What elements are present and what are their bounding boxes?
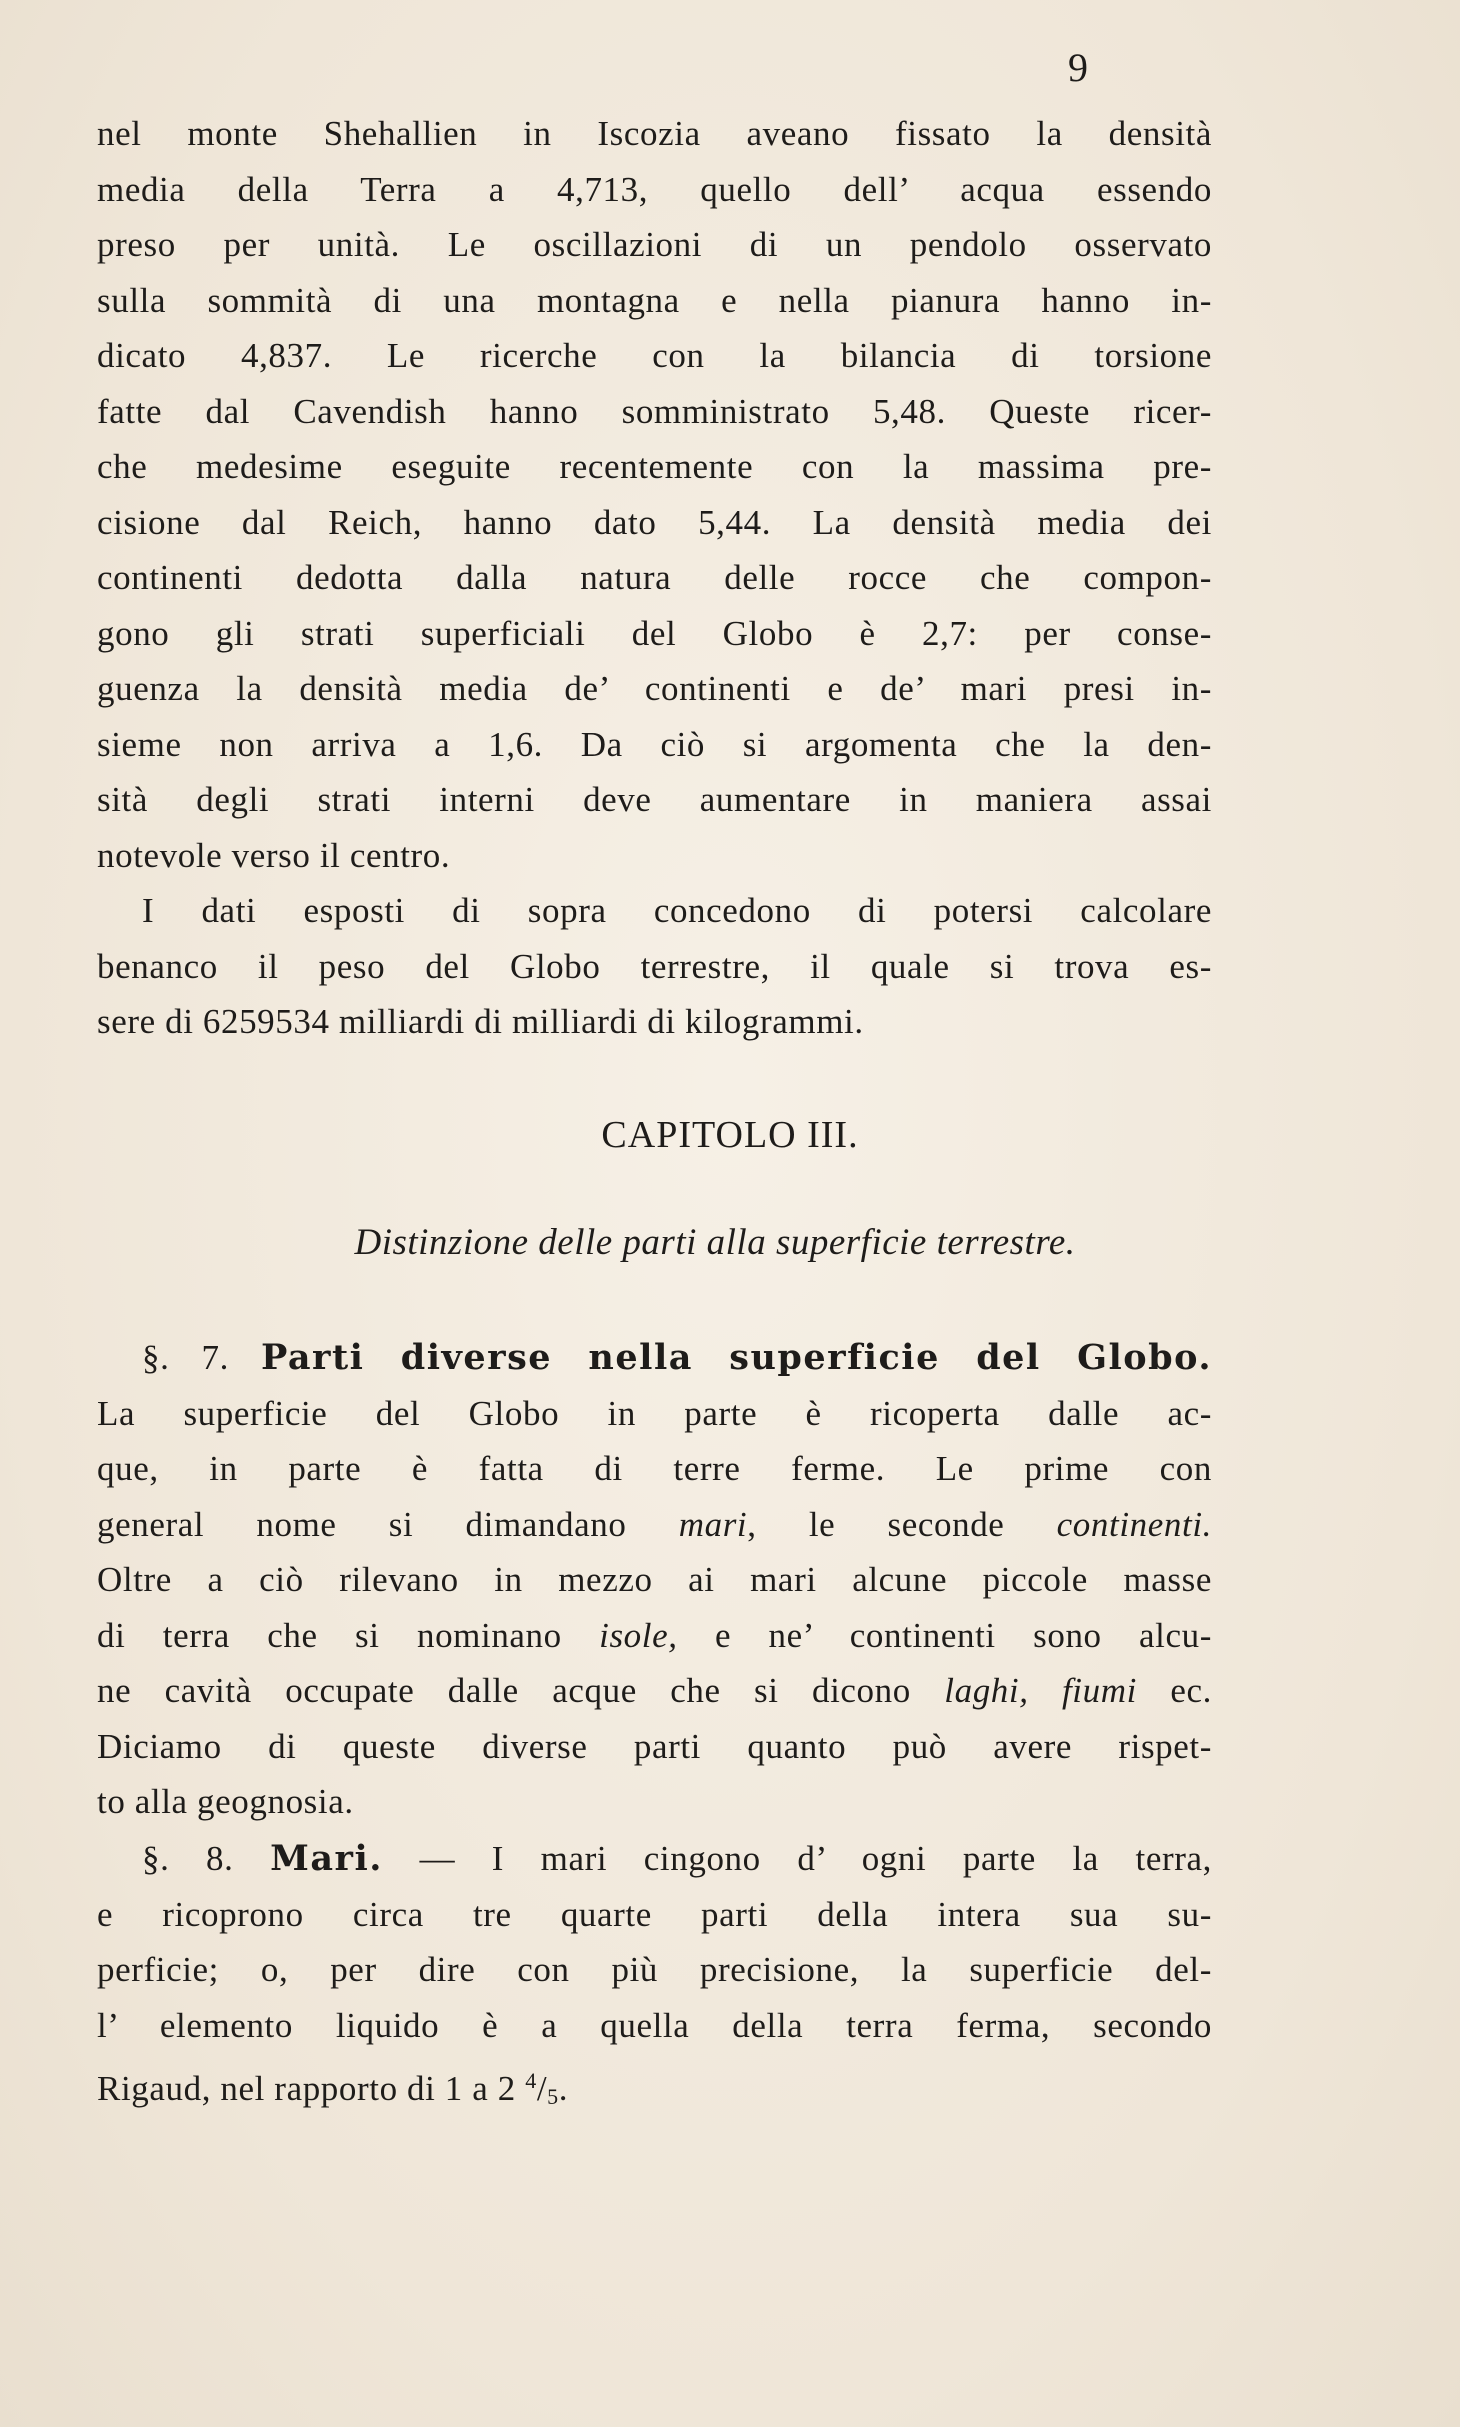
text-line: Oltre a ciò rilevano in mezzo ai mari alcune piccole masse xyxy=(97,1560,1212,1599)
text-run: di terra che si nominano xyxy=(97,1615,562,1655)
text-line: Diciamo di queste diverse parti quanto può avere rispet- xyxy=(97,1726,1212,1766)
text-line: gono gli strati superficiali del Globo è 2,7: per conse- xyxy=(97,613,1212,653)
section-heading-line xyxy=(97,1330,1212,1386)
section-heading: Parti diverse nella superficie del Globo. xyxy=(260,1337,1212,1378)
text-line: e ricoprono circa tre quarte parti della intera sua su- xyxy=(97,1894,1212,1934)
italic-term: laghi, fiumi xyxy=(944,1671,1137,1710)
text-run: e ne’ continenti sono alcu- xyxy=(715,1615,1212,1655)
text-line: cisione dal Reich, hanno dato 5,44. La densità media dei xyxy=(97,502,1212,542)
fraction-numerator: 4 xyxy=(525,2068,537,2093)
text-line xyxy=(97,2053,1212,2109)
text-line: fatte dal Cavendish hanno somministrato 5,48. Queste ricer- xyxy=(97,391,1212,431)
italic-term: isole, xyxy=(599,1615,678,1655)
text-line: sieme non arriva a 1,6. Da ciò si argomenta che la den- xyxy=(97,724,1212,764)
text-line: che medesime eseguite recentemente con la massima pre- xyxy=(97,447,1212,486)
text-line xyxy=(97,1663,1212,1719)
section-8 xyxy=(97,1831,1212,2109)
text-line: La superficie del Globo in parte è ricoperta dalle ac- xyxy=(97,1393,1212,1433)
text-run: ec. xyxy=(1170,1671,1212,1710)
section-heading-line xyxy=(97,1831,1212,1887)
text-line xyxy=(97,1497,1212,1553)
section-heading: Mari. xyxy=(270,1838,383,1879)
text-line xyxy=(97,1608,1212,1664)
text-run: — I mari cingono d’ ogni parte la terra, xyxy=(419,1839,1212,1878)
page-number: 9 xyxy=(1068,45,1088,90)
text-line: nel monte Shehallien in Iscozia aveano fissato la densità xyxy=(97,114,1212,153)
text-line: sità degli strati interni deve aumentare in maniera assai xyxy=(97,780,1212,819)
italic-term: continenti. xyxy=(1056,1504,1212,1544)
paragraph-globe-weight xyxy=(97,883,1212,1050)
text-line: notevole verso il centro. xyxy=(97,835,451,875)
section-number: §. 7. xyxy=(142,1338,229,1377)
section-number: §. 8. xyxy=(142,1839,234,1878)
paragraph-density xyxy=(97,106,1212,883)
text-run: , le seconde xyxy=(747,1504,1005,1544)
text-line: continenti dedotta dalla natura delle rocce che compon- xyxy=(97,558,1212,597)
text-line: l’ elemento liquido è a quella della terra ferma, secondo xyxy=(97,2005,1212,2045)
italic-term: mari xyxy=(678,1504,748,1544)
text-line: sere di 6259534 milliardi di milliardi di kilogrammi. xyxy=(97,1002,864,1041)
text-run: . xyxy=(558,2069,569,2108)
section-7 xyxy=(97,1330,1212,1830)
text-line: perficie; o, per dire con più precisione, la superficie del- xyxy=(97,1950,1212,1989)
text-line: preso per unità. Le oscillazioni di un pendolo osservato xyxy=(97,225,1212,264)
text-line: I dati esposti di sopra concedono di potersi calcolare xyxy=(142,891,1212,930)
text-line: to alla geognosia. xyxy=(97,1782,354,1821)
chapter-subtitle: Distinzione delle parti alla superficie terrestre. xyxy=(354,1222,1076,1263)
chapter-title: CAPITOLO III. xyxy=(601,1114,859,1156)
text-line: sulla sommità di una montagna e nella pianura hanno in- xyxy=(97,280,1212,320)
text-line: media della Terra a 4,713, quello dell’ acqua essendo xyxy=(97,169,1212,209)
text-line: benanco il peso del Globo terrestre, il quale si trova es- xyxy=(97,946,1212,986)
text-line: guenza la densità media de’ continenti e de’ mari presi in- xyxy=(97,669,1212,708)
text-line: que, in parte è fatta di terre ferme. Le prime con xyxy=(97,1449,1212,1488)
fraction-denominator: 5 xyxy=(547,2084,559,2109)
text-run: general nome si dimandano xyxy=(97,1504,627,1544)
text-run: ne cavità occupate dalle acque che si dicono xyxy=(97,1671,911,1710)
fraction-slash: / xyxy=(536,2069,548,2108)
text-run: Rigaud, nel rapporto di 1 a 2 xyxy=(97,2069,516,2108)
text-line: dicato 4,837. Le ricerche con la bilancia di torsione xyxy=(97,336,1212,375)
